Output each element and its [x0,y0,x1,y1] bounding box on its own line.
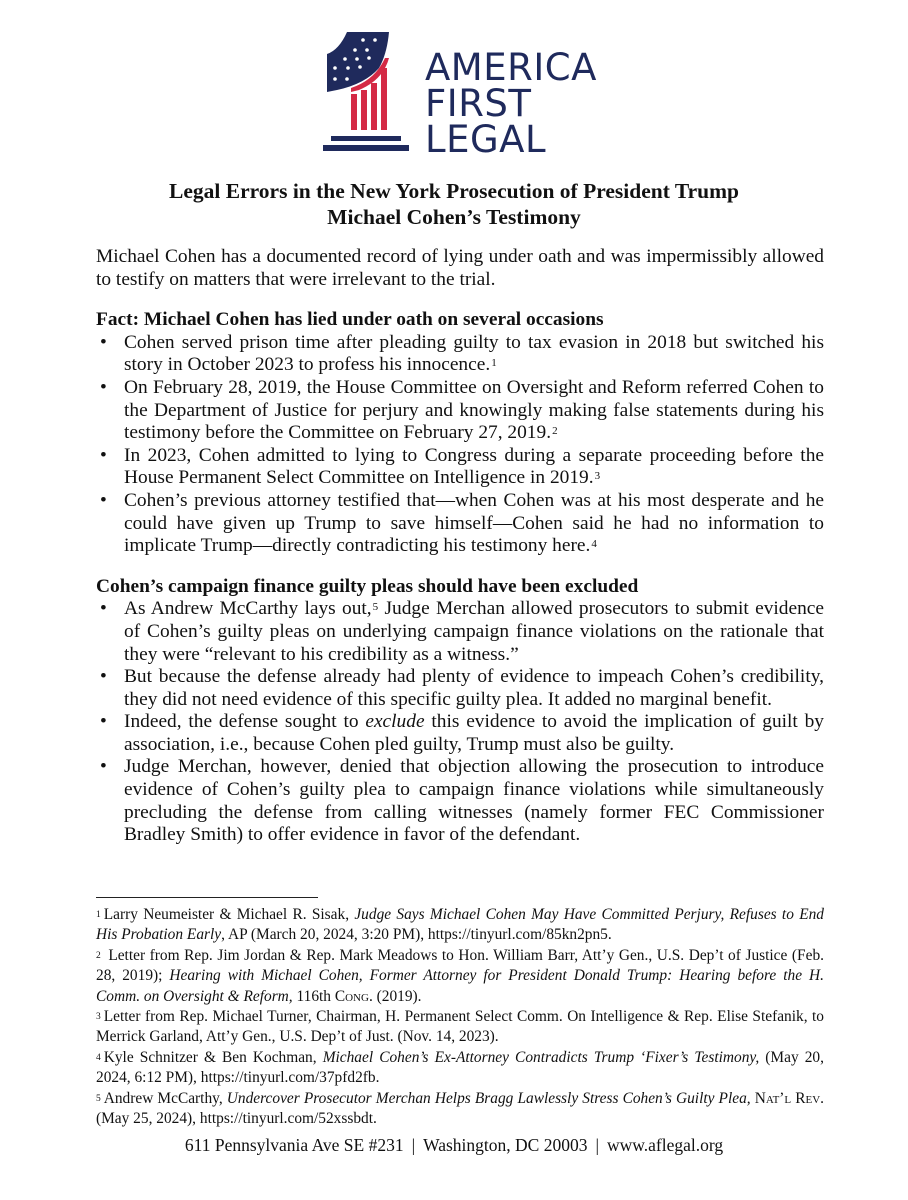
footnote-citation: , AP (March 20, 2024, 3:20 PM), https://tinyurl.com/85kn2pn5. [221,926,612,944]
footnote-reporter: Nat’l Rev. [750,1089,825,1107]
bullet-icon: • [100,376,107,398]
footnote-title: Michael Cohen’s Ex-Attorney Contradicts Trump ‘Fixer’s Testimony, [322,1048,760,1066]
bullet-item [96,332,824,377]
footnote-ref[interactable]: 2 [552,425,558,438]
footnote-1 [96,905,824,946]
footnote-title: Undercover Prosecutor Merchan Helps Bragg Lawlessly Stress Cohen’s Guilty Plea, [226,1089,751,1107]
footnote-title: Hearing with Michael Cohen, Former Attorney for President Donald Trump: Hearing before the H. Comm. on Oversight & Reform, [96,967,824,1005]
bullet-text: But because the defense already had plenty of evidence to impeach Cohen’s credibility, they did not need evidence of this specific guilty plea. It added no marginal benefit. [124,666,824,710]
logo-line-america: AMERICA [425,46,597,89]
footnote-number: 4 [96,1052,101,1063]
bullet-item [96,598,824,666]
footnote-authors: Larry Neumeister & Michael R. Sisak, [103,906,355,923]
bullet-text: In 2023, Cohen admitted to lying to Congress during a separate proceeding before the House Permanent Select Committee on Intelligence in 2019. [124,444,824,489]
america-first-legal-logo [317,28,607,161]
bullet-icon: • [100,444,107,466]
footnote-number: 2 [96,950,101,961]
bullet-text: On February 28, 2019, the House Committee on Oversight and Reform referred Cohen to the Department of Justice for perjury and knowingly making false statements during his testimony before the Committee on February 27, 2019. [124,376,824,444]
footnote-citation: 116th [292,987,335,1005]
emphasis-exclude: exclude [365,711,425,733]
logo-wordmark [425,46,597,161]
document-title [40,178,868,230]
bullet-item [96,377,824,445]
footnote-3 [96,1007,824,1048]
bullet-icon: • [100,666,107,688]
footnote-citation: Letter from Rep. Jim Jordan & Rep. Mark Meadows to Hon. William Barr, Att’y Gen., U.S. Dep’t of Justice (Feb. 28, 2019); [96,946,824,985]
bullet-list-lied-under-oath [96,332,824,558]
footer-address: 611 Pennsylvania Ave SE #231 [184,1135,404,1155]
bullet-icon: • [100,756,107,778]
footnote-citation: (May 25, 2024), https://tinyurl.com/52xssbdt. [96,1110,377,1128]
footer-website-link[interactable]: www.aflegal.org [606,1135,724,1155]
section-heading-guilty-pleas: Cohen’s campaign finance guilty pleas should have been excluded [96,575,639,597]
footer-separator: | [595,1135,599,1155]
bullet-item [96,445,824,490]
page-footer [0,1135,908,1156]
bullet-icon: • [100,489,107,511]
title-line-2: Michael Cohen’s Testimony [327,205,581,229]
bullet-icon: • [100,331,107,353]
bullet-list-guilty-pleas [96,598,824,847]
footnote-authors: Kyle Schnitzer & Ben Kochman, [103,1048,323,1066]
bullet-text: Indeed, the defense sought to [124,711,366,733]
footnote-4 [96,1048,824,1089]
footer-city: Washington, DC 20003 [423,1135,588,1155]
logo-line-legal: LEGAL [425,118,547,161]
intro-paragraph: Michael Cohen has a documented record of lying under oath and was impermissibly allowed to testify on matters that were irrelevant to the trial. [96,246,824,290]
footnote-citation: (2019). [372,987,422,1005]
bullet-icon: • [100,598,107,620]
bullet-item [96,490,824,558]
bullet-icon: • [100,711,107,733]
footnote-citation: (May 20, 2024, 6:12 PM), https://tinyurl.com/37pfd2fb. [96,1048,824,1087]
bullet-text: Cohen served prison time after pleading guilty to tax evasion in 2018 but switched his story in October 2023 to profess his innocence. [124,331,824,376]
bullet-item [96,756,824,846]
bullet-item [96,711,824,756]
footnote-2 [96,946,824,1007]
footnote-divider [96,897,318,898]
document-body [96,246,824,865]
logo-line-first: FIRST [425,82,532,125]
footnote-title: Judge Says Michael Cohen May Have Committed Perjury, Refuses to End His Probation Early [96,906,824,944]
bullet-text: Judge Merchan allowed prosecutors to submit evidence of Cohen’s guilty pleas on underlying campaign finance violations on the rationale that they were “relevant to his credibility as a witness.” [124,598,824,665]
bullet-text: As Andrew McCarthy lays out, [124,598,372,620]
footnote-reporter: Cong. [334,987,373,1005]
bullet-item [96,666,824,711]
footnote-authors: Andrew McCarthy, [103,1089,227,1107]
bullet-text: Cohen’s previous attorney testified that—when Cohen was at his most desperate and he could have given up Trump to save himself—Cohen said he had no information to implicate Trump—directly contradicting his testimony here. [124,489,824,557]
footnote-ref[interactable]: 4 [591,538,597,551]
footnote-5 [96,1089,824,1130]
footnote-number: 1 [96,910,101,920]
footnote-ref[interactable]: 5 [372,601,379,614]
footnote-citation: Letter from Rep. Michael Turner, Chairman, H. Permanent Select Comm. On Intelligence & Rep. Elise Stefanik, to Merrick Garland, Att’y Gen., U.S. Dep’t of Just. (Nov. 14, 2023). [96,1008,824,1046]
footnote-ref[interactable]: 3 [594,470,601,483]
section-heading-lied-under-oath: Fact: Michael Cohen has lied under oath on several occasions [96,309,604,331]
footnote-number: 5 [96,1093,101,1104]
footer-separator: | [411,1135,416,1155]
footnote-number: 3 [96,1012,101,1023]
title-line-1: Legal Errors in the New York Prosecution of President Trump [169,179,739,203]
bullet-text: Judge Merchan, however, denied that objection allowing the prosecution to introduce evidence of Cohen’s guilty plea to campaign finance violations while simultaneously precluding the defense from calling witnesses (namely former FEC Commissioner Bradley Smith) to offer evidence in favor of the defendant. [124,756,824,846]
bullet-text: this evidence to avoid the implication of guilt by association, i.e., because Cohen pled guilty, Trump must also be guilty. [124,711,825,755]
flag-column-logo-icon [317,28,413,154]
footnotes [96,905,824,1129]
footnote-ref[interactable]: 1 [491,357,497,370]
